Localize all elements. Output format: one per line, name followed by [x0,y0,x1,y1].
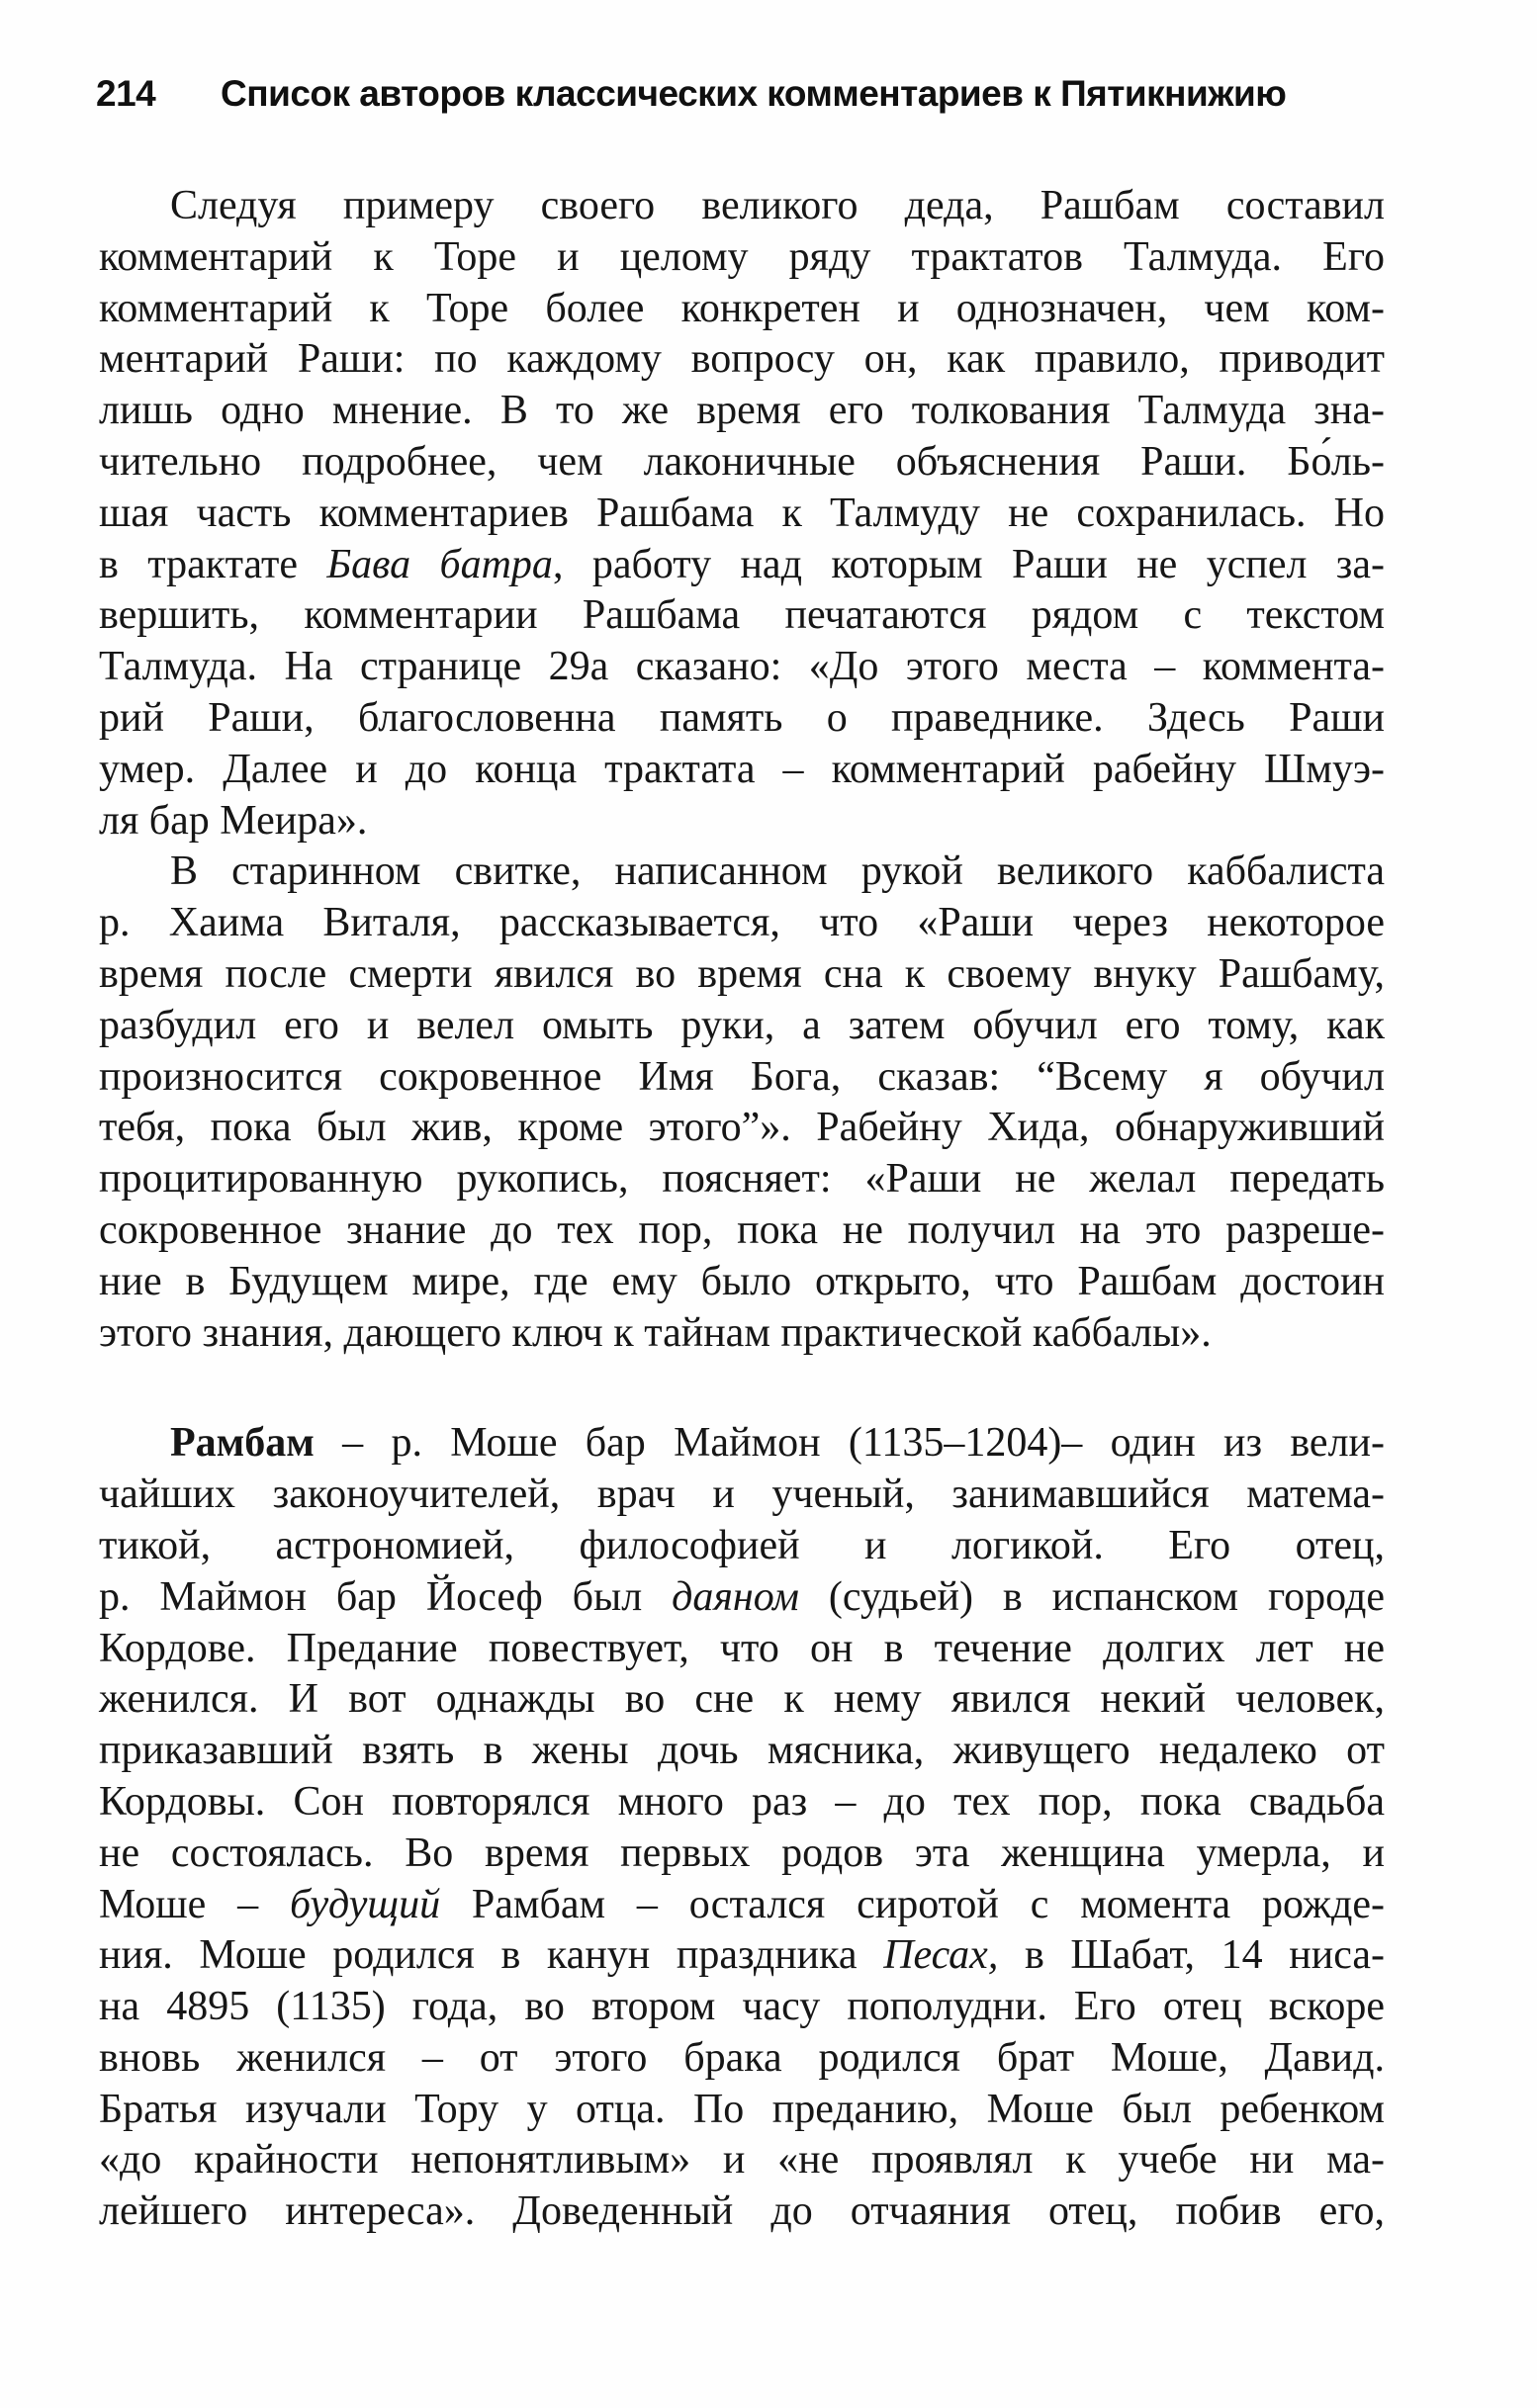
text-segment: ние в Будущем мире, где ему было открыто, что Рашбам достоин [99,1258,1385,1304]
text-line [99,1521,1385,1572]
text-segment: В старинном свитке, написанном рукой великого каббалиста [170,848,1385,895]
text-segment: приказавший взять в жены дочь мясника, живущего недалеко от [99,1728,1385,1774]
text-segment: этого знания, дающего ключ к тайнам практической каббалы». [99,1309,1212,1356]
text-line [99,1001,1385,1052]
text-segment: умер. Далее и до конца трактата – комментарий рабейну Шмуэ- [99,746,1385,792]
text-segment: (судьей) в испанском городе [798,1573,1385,1620]
text-line [99,1880,1385,1931]
text-segment: в трактате [99,541,327,587]
vital-scroll-paragraph [99,847,1385,1359]
text-segment: лишь одно мнение. В то же время его толкования Талмуда зна- [99,388,1385,434]
text-segment: комментарий к Торе и целому ряду трактатов Талмуда. Его [99,233,1385,280]
text-segment: Следуя примеру своего великого деда, Рашбам составил [170,183,1385,228]
text-line [99,1572,1385,1624]
text-segment: , работу над которым Раши не успел за- [552,541,1386,587]
text-line [99,1103,1385,1154]
text-line [99,1308,1385,1360]
text-segment: тикой, астрономией, философией и логикой. Его отец, [99,1522,1385,1568]
body-text [99,181,1385,2238]
italic-text: будущий [289,1881,441,1927]
bold-term: Рамбам [170,1420,315,1467]
text-line [99,437,1385,489]
text-line [99,898,1385,949]
text-segment: чайших законоучителей, врач и ученый, занимавшийся матема- [99,1472,1385,1518]
text-line [99,1674,1385,1726]
text-line [99,1470,1385,1521]
text-segment: время после смерти явился во время сна к своему внуку Рашбаму, [99,950,1385,997]
text-segment: тебя, пока был жив, кроме этого”». Рабейну Хида, обнаруживший [99,1105,1385,1151]
text-segment: рий Раши, благословенна память о праведнике. Здесь Раши [99,694,1385,741]
text-segment: р. Хаима Виталя, рассказывается, что «Раши через некоторое [99,900,1385,946]
text-segment: в Шабат, 14 ниса- [998,1932,1385,1979]
text-line [99,2085,1385,2136]
text-segment: на 4895 (1135) года, во втором часу пополудни. Его отец вскоре [99,1984,1385,2030]
text-line [99,386,1385,437]
text-line [99,489,1385,540]
text-line [99,949,1385,1001]
text-line [99,2135,1385,2186]
text-segment: Талмуда. На странице 29а сказано: «До этого места – коммента- [99,644,1385,690]
text-line [99,181,1385,232]
text-segment: вершить, комментарии Рашбама печатаются рядом с текстом [99,592,1385,639]
text-segment: Братья изучали Тору у отца. По преданию, Моше был ребенком [99,2086,1385,2132]
text-segment: «до крайности непонятливым» и «не проявлял к учебе ни ма- [99,2137,1385,2184]
text-segment: Кордовы. Сон повторялся много раз – до тех пор, пока свадьба [99,1778,1385,1825]
text-line [99,284,1385,335]
text-line [99,1982,1385,2033]
text-segment: ля бар Меира». [99,797,368,844]
text-segment: произносится сокровенное Имя Бога, сказав: “Всему я обучил [99,1053,1385,1100]
text-line [99,334,1385,386]
text-line [99,1154,1385,1205]
text-line [99,642,1385,693]
text-segment: вновь женился – от этого брака родился брат Моше, Давид. [99,2034,1385,2081]
text-segment: комментарий к Торе более конкретен и однозначен, чем ком- [99,285,1385,331]
text-line [99,745,1385,796]
text-line [99,1257,1385,1308]
text-segment: – р. Моше бар Маймон (1135–1204)– один из вели- [314,1420,1385,1467]
text-segment: чительно подробнее, чем лаконичные объяснения Раши. Бо́ль- [99,438,1385,485]
text-segment: шая часть комментариев Рашбама к Талмуду не сохранилась. Но [99,490,1385,536]
text-segment: р. Маймон бар Йосеф был [99,1573,673,1620]
text-line [99,1624,1385,1675]
text-line [99,590,1385,642]
running-title: Список авторов классических комментариев к Пятикнижию [221,73,1287,114]
text-line [99,1930,1385,1982]
text-segment: разбудил его и велел омыть руки, а затем обучил его тому, как [99,1002,1385,1048]
italic-text: даяном [672,1573,799,1620]
text-line [99,1205,1385,1257]
text-segment: Рамбам – остался сиротой с момента рожде- [440,1881,1386,1927]
text-segment: не состоялась. Во время первых родов эта женщина умерла, и [99,1829,1385,1876]
text-segment: сокровенное знание до тех пор, пока не получил на это разреше- [99,1206,1385,1253]
running-header [96,73,1401,115]
text-line [99,2186,1385,2238]
text-line [99,1418,1385,1470]
text-segment: Кордове. Предание повествует, что он в течение долгих лет не [99,1625,1385,1671]
rashbam-paragraph [99,181,1385,847]
italic-text: Песах, [883,1932,999,1979]
text-segment: ния. Моше родился в канун праздника [99,1932,884,1979]
italic-text: Бава батра [326,541,553,587]
text-line [99,232,1385,284]
page-number: 214 [96,73,156,114]
text-line [99,1052,1385,1104]
text-line [99,1777,1385,1828]
text-line [99,1828,1385,1880]
text-segment: ментарий Раши: по каждому вопросу он, как правило, приводит [99,336,1385,383]
text-line [99,693,1385,745]
rambam-paragraph [99,1418,1385,2238]
text-line [99,2033,1385,2085]
text-line [99,796,1385,847]
text-segment: женился. И вот однажды во сне к нему явился некий человек, [99,1676,1385,1723]
text-line [99,1726,1385,1777]
text-segment: процитированную рукопись, поясняет: «Раши не желал передать [99,1156,1385,1203]
text-segment: Моше – [99,1881,290,1927]
text-segment: лейшего интереса». Доведенный до отчаяния отец, побив его, [99,2188,1385,2235]
text-line [99,847,1385,898]
text-line [99,540,1385,591]
